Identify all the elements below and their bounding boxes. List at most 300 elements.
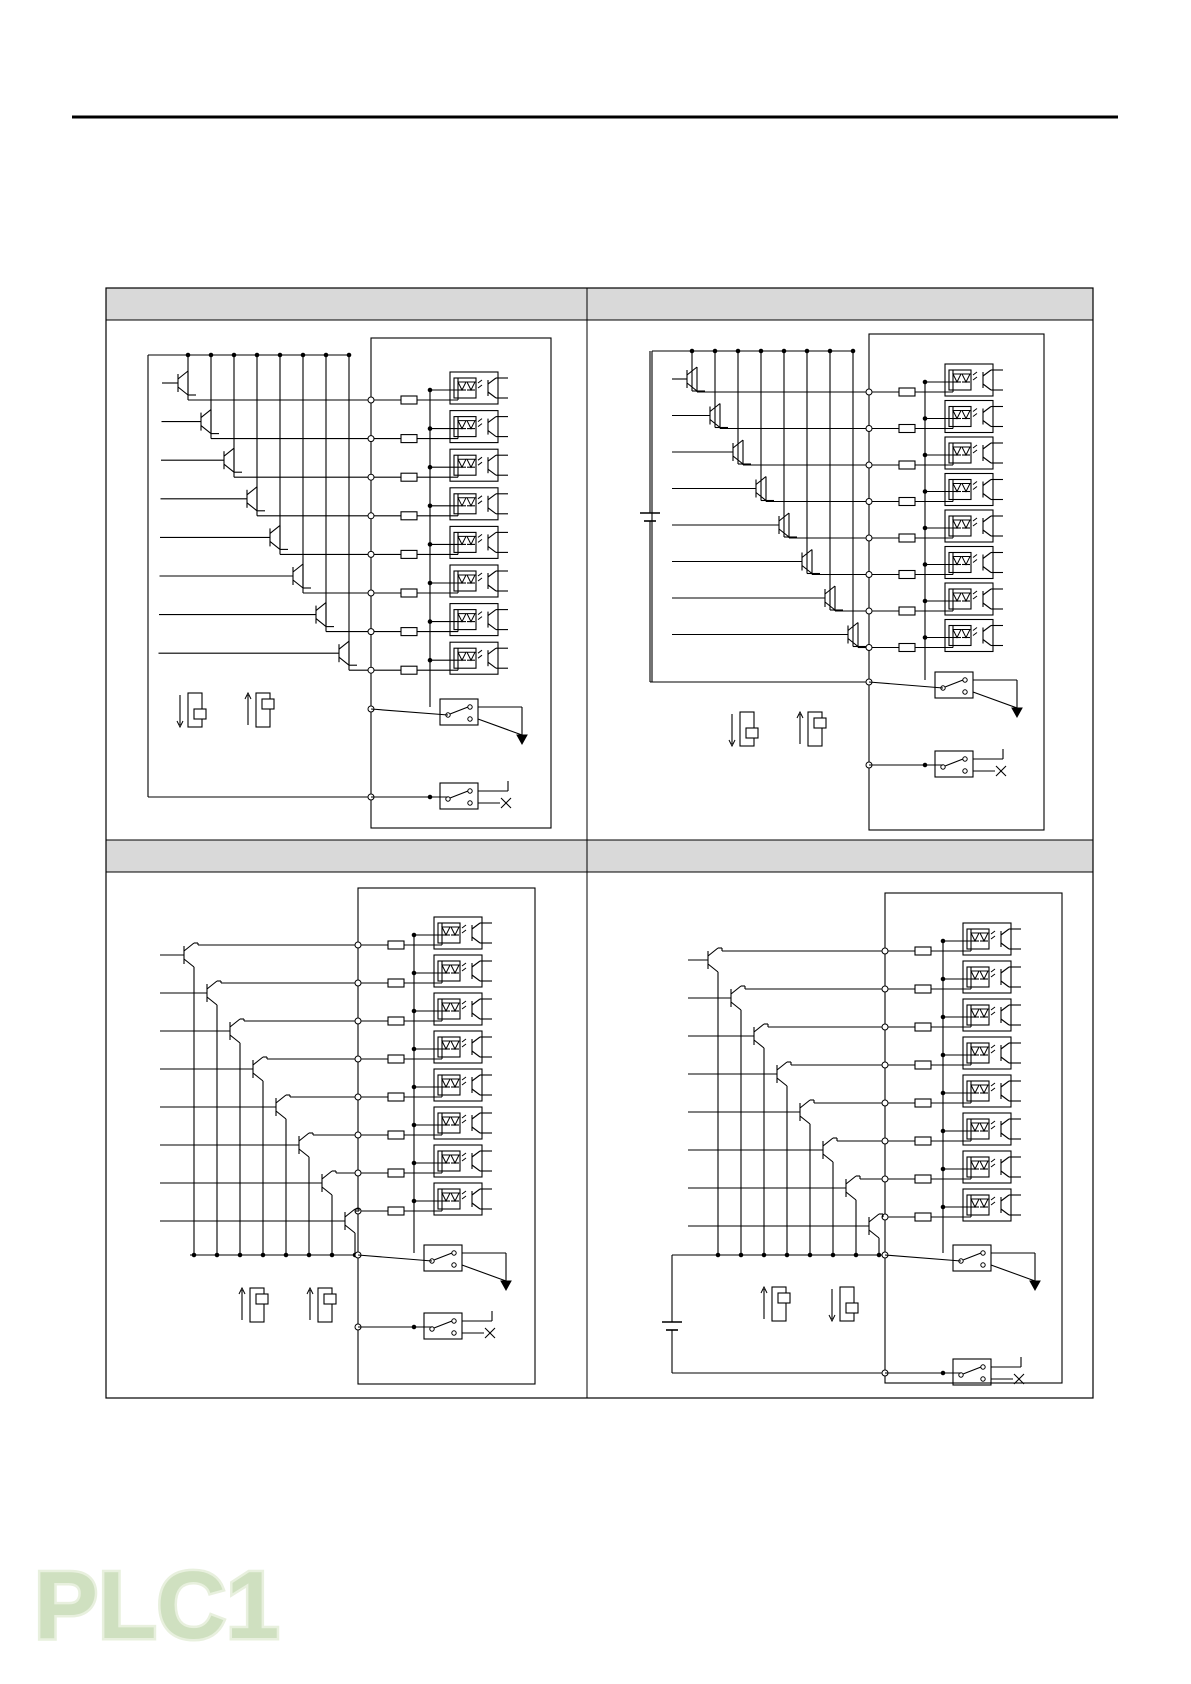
wire: [885, 1255, 961, 1261]
phototransistor-emitter: [488, 585, 496, 591]
input-resistor: [388, 979, 404, 987]
switch-contact: [963, 690, 967, 694]
phototransistor-collector: [1001, 1043, 1009, 1049]
diode-symbol: [458, 459, 466, 467]
diode-symbol: [962, 447, 970, 455]
light-arrow-symbol: [462, 963, 466, 971]
light-arrow-symbol: [462, 925, 466, 933]
phototransistor-collector: [488, 571, 496, 577]
diode-symbol: [458, 614, 466, 622]
transistor-emitter: [777, 1078, 787, 1086]
transistor-emitter: [846, 1192, 856, 1200]
opto-inner-box: [967, 1157, 989, 1177]
slide-switch-knob-icon: [256, 1294, 268, 1304]
switch-blade: [450, 707, 468, 714]
phototransistor-collector: [1001, 1157, 1009, 1163]
diode-symbol: [953, 374, 961, 382]
terminal-circle: [866, 608, 872, 614]
diode-symbol: [953, 520, 961, 528]
transistor-collector: [247, 487, 257, 495]
opto-inner-box: [438, 961, 460, 981]
light-arrow-symbol: [973, 628, 977, 636]
transistor-collector: [316, 603, 326, 611]
optocoupler-block: [945, 510, 993, 542]
transistor-emitter: [299, 1149, 309, 1157]
slide-switch-body-icon: [250, 1288, 264, 1322]
diode-symbol: [980, 1047, 988, 1055]
switch-contact: [981, 1365, 985, 1369]
slide-switch-knob-icon: [778, 1293, 790, 1303]
phototransistor-emitter: [983, 494, 991, 500]
diode-symbol: [467, 459, 475, 467]
transistor-emitter: [708, 964, 718, 972]
opto-inner-box: [949, 553, 971, 573]
phototransistor-collector: [472, 1075, 480, 1081]
diode-symbol: [971, 1123, 979, 1131]
phototransistor-emitter: [472, 1013, 480, 1019]
transistor-emitter: [345, 1225, 355, 1233]
terminal-circle: [355, 1056, 361, 1062]
light-arrow-symbol: [991, 931, 995, 939]
diode-symbol: [451, 1193, 459, 1201]
phototransistor-emitter: [472, 1051, 480, 1057]
terminal-circle: [368, 551, 374, 557]
optocoupler-block: [945, 547, 993, 579]
input-resistor: [899, 571, 915, 579]
junction-dot: [428, 795, 432, 799]
diode-symbol: [953, 557, 961, 565]
transistor-collector: [846, 1176, 856, 1184]
input-resistor: [899, 461, 915, 469]
diode-symbol: [451, 927, 459, 935]
switch-blade: [963, 1367, 981, 1374]
transistor-emitter: [800, 1116, 810, 1124]
terminal-circle: [866, 426, 872, 432]
input-resistor: [915, 1213, 931, 1221]
transistor-emitter: [230, 1035, 240, 1043]
optocoupler-block: [963, 961, 1011, 993]
transistor-collector: [270, 525, 280, 533]
transistor-emitter: [207, 997, 217, 1005]
input-resistor: [388, 1017, 404, 1025]
optocoupler-block: [945, 437, 993, 469]
terminal-circle: [866, 499, 872, 505]
slide-switch-body-icon: [808, 712, 822, 746]
opto-inner-box: [454, 455, 476, 475]
phototransistor-collector: [1001, 1195, 1009, 1201]
transistor-emitter: [731, 1002, 741, 1010]
transistor-emitter: [253, 1073, 263, 1081]
terminal-circle: [355, 942, 361, 948]
phototransistor-collector: [472, 961, 480, 967]
phototransistor-collector: [1001, 967, 1009, 973]
slide-switch-body-icon: [256, 693, 270, 727]
diode-symbol: [442, 1003, 450, 1011]
light-arrow-symbol: [991, 969, 995, 977]
diode-symbol: [442, 1041, 450, 1049]
light-arrow-symbol: [973, 372, 977, 380]
light-arrow-symbol: [973, 409, 977, 417]
input-resistor: [401, 396, 417, 404]
transistor-emitter: [178, 387, 188, 395]
input-resistor: [401, 666, 417, 674]
phototransistor-collector: [488, 378, 496, 384]
phototransistor-collector: [472, 999, 480, 1005]
diode-symbol: [980, 1123, 988, 1131]
diode-symbol: [971, 1009, 979, 1017]
phototransistor-emitter: [488, 546, 496, 552]
terminal-circle: [866, 645, 872, 651]
transistor-collector: [823, 1138, 833, 1146]
opto-inner-box: [949, 370, 971, 390]
diode-symbol: [962, 630, 970, 638]
phototransistor-emitter: [488, 392, 496, 398]
transistor-collector: [708, 948, 718, 956]
terminal-circle: [355, 1132, 361, 1138]
wire: [478, 719, 522, 735]
transistor-collector: [224, 448, 234, 456]
opto-inner-box: [967, 1043, 989, 1063]
opto-inner-box: [454, 610, 476, 630]
slide-switch-knob-icon: [814, 718, 826, 728]
phototransistor-collector: [983, 480, 991, 486]
switch-blade: [963, 1253, 981, 1260]
diode-symbol: [971, 971, 979, 979]
switch-contact: [468, 717, 472, 721]
terminal-circle: [882, 948, 888, 954]
module-enclosure: [358, 888, 535, 1384]
optocoupler-block: [434, 1145, 482, 1177]
optocoupler-block: [450, 604, 498, 636]
light-arrow-symbol: [991, 1045, 995, 1053]
phototransistor-collector: [1001, 1005, 1009, 1011]
diode-symbol: [458, 498, 466, 506]
header-cell-bottom-left: [106, 840, 587, 872]
relay-switch-box: [440, 699, 478, 725]
optocoupler-block: [963, 1151, 1011, 1183]
terminal-circle: [368, 397, 374, 403]
terminal-circle: [355, 1018, 361, 1024]
opto-inner-box: [967, 1005, 989, 1025]
switch-contact: [452, 1263, 456, 1267]
phototransistor-emitter: [472, 975, 480, 981]
terminal-circle: [866, 572, 872, 578]
phototransistor-emitter: [1001, 981, 1009, 987]
phototransistor-collector: [983, 443, 991, 449]
diode-symbol: [467, 652, 475, 660]
phototransistor-collector: [983, 516, 991, 522]
opto-inner-box: [438, 999, 460, 1019]
phototransistor-emitter: [488, 469, 496, 475]
wire: [991, 1265, 1035, 1281]
diode-symbol: [442, 965, 450, 973]
transistor-collector: [322, 1171, 332, 1179]
phototransistor-emitter: [983, 457, 991, 463]
diode-symbol: [980, 1085, 988, 1093]
wiring-diagram-top-left: [148, 338, 551, 828]
wiring-diagram-top-right: [640, 334, 1044, 830]
diode-symbol: [451, 1117, 459, 1125]
optocoupler-block: [963, 999, 1011, 1031]
wiring-diagram-bottom-right: [662, 893, 1062, 1385]
diode-symbol: [980, 1199, 988, 1207]
diode-symbol: [458, 382, 466, 390]
opto-inner-box: [438, 1037, 460, 1057]
input-resistor: [388, 1055, 404, 1063]
optocoupler-block: [434, 1031, 482, 1063]
optocoupler-block: [450, 411, 498, 443]
wiring-diagram-bottom-left: [160, 888, 535, 1384]
phototransistor-collector: [488, 455, 496, 461]
diode-symbol: [962, 593, 970, 601]
switch-contact: [963, 678, 967, 682]
opto-inner-box: [454, 648, 476, 668]
slide-switch-knob-icon: [846, 1303, 858, 1313]
optocoupler-block: [450, 565, 498, 597]
transistor-collector: [201, 410, 211, 418]
diode-symbol: [953, 484, 961, 492]
optocoupler-block: [963, 1075, 1011, 1107]
phototransistor-collector: [472, 923, 480, 929]
diode-symbol: [971, 933, 979, 941]
input-resistor: [899, 644, 915, 652]
wire: [358, 1255, 432, 1261]
phototransistor-emitter: [1001, 943, 1009, 949]
terminal-circle: [882, 986, 888, 992]
light-arrow-symbol: [478, 419, 482, 427]
wire: [973, 692, 1017, 708]
input-resistor: [401, 550, 417, 558]
diode-symbol: [451, 1003, 459, 1011]
optocoupler-block: [945, 401, 993, 433]
transistor-collector: [345, 1209, 355, 1217]
transistor-collector: [253, 1057, 263, 1065]
opto-inner-box: [438, 1113, 460, 1133]
optocoupler-block: [450, 449, 498, 481]
transistor-collector: [276, 1095, 286, 1103]
diode-symbol: [962, 374, 970, 382]
watermark-text: PLC1: [34, 1552, 280, 1659]
optocoupler-block: [963, 1113, 1011, 1145]
switch-contact: [963, 769, 967, 773]
phototransistor-emitter: [983, 603, 991, 609]
header-cell-bottom-right: [587, 840, 1093, 872]
header-cell-top-right: [587, 288, 1093, 320]
input-resistor: [899, 534, 915, 542]
light-arrow-symbol: [462, 1153, 466, 1161]
transistor-emitter: [823, 1154, 833, 1162]
opto-inner-box: [949, 626, 971, 646]
phototransistor-collector: [983, 626, 991, 632]
input-resistor: [388, 1169, 404, 1177]
switch-blade: [450, 791, 468, 798]
diode-symbol: [467, 575, 475, 583]
diode-symbol: [980, 933, 988, 941]
switch-contact: [963, 757, 967, 761]
input-resistor: [915, 1175, 931, 1183]
phototransistor-collector: [983, 589, 991, 595]
optocoupler-block: [963, 1037, 1011, 1069]
ground-arrow-icon: [501, 1281, 511, 1290]
optocoupler-block: [450, 526, 498, 558]
diode-symbol: [467, 536, 475, 544]
input-resistor: [899, 388, 915, 396]
phototransistor-emitter: [1001, 1095, 1009, 1101]
transistor-emitter: [184, 959, 194, 967]
input-resistor: [401, 512, 417, 520]
slide-switch-knob-icon: [324, 1294, 336, 1304]
transistor-emitter: [322, 1187, 332, 1195]
diode-symbol: [953, 593, 961, 601]
opto-inner-box: [949, 516, 971, 536]
phototransistor-emitter: [983, 421, 991, 427]
terminal-circle: [882, 1138, 888, 1144]
terminal-circle: [866, 462, 872, 468]
light-arrow-symbol: [973, 518, 977, 526]
light-arrow-symbol: [991, 1121, 995, 1129]
opto-inner-box: [949, 480, 971, 500]
phototransistor-emitter: [472, 937, 480, 943]
phototransistor-collector: [488, 610, 496, 616]
phototransistor-emitter: [472, 1203, 480, 1209]
switch-contact: [452, 1319, 456, 1323]
light-arrow-symbol: [478, 573, 482, 581]
phototransistor-collector: [488, 648, 496, 654]
light-arrow-symbol: [462, 1077, 466, 1085]
diode-symbol: [451, 1079, 459, 1087]
transistor-emitter: [270, 541, 280, 549]
phototransistor-collector: [472, 1189, 480, 1195]
relay-switch-box: [935, 751, 973, 777]
phototransistor-collector: [472, 1151, 480, 1157]
terminal-circle: [368, 590, 374, 596]
diode-symbol: [467, 498, 475, 506]
optocoupler-block: [945, 583, 993, 615]
input-resistor: [401, 628, 417, 636]
slide-switch-body-icon: [318, 1288, 332, 1322]
wire: [869, 682, 943, 688]
phototransistor-emitter: [983, 640, 991, 646]
phototransistor-collector: [1001, 1119, 1009, 1125]
transistor-emitter: [201, 426, 211, 434]
input-resistor: [915, 985, 931, 993]
diode-symbol: [458, 575, 466, 583]
terminal-circle: [355, 1094, 361, 1100]
diode-symbol: [953, 411, 961, 419]
input-resistor: [899, 498, 915, 506]
light-arrow-symbol: [478, 457, 482, 465]
light-arrow-symbol: [991, 1197, 995, 1205]
opto-inner-box: [949, 589, 971, 609]
relay-switch-box: [424, 1313, 462, 1339]
diode-symbol: [442, 1117, 450, 1125]
switch-contact: [452, 1251, 456, 1255]
light-arrow-symbol: [478, 380, 482, 388]
relay-switch-box: [935, 672, 973, 698]
optocoupler-block: [434, 993, 482, 1025]
relay-switch-box: [424, 1245, 462, 1271]
junction-dot: [941, 1371, 945, 1375]
transistor-emitter: [316, 619, 326, 627]
terminal-circle: [882, 1062, 888, 1068]
diode-symbol: [980, 1009, 988, 1017]
transistor-collector: [299, 1133, 309, 1141]
relay-switch-box: [953, 1245, 991, 1271]
diode-symbol: [467, 614, 475, 622]
diode-symbol: [458, 536, 466, 544]
terminal-circle: [368, 436, 374, 442]
opto-inner-box: [438, 1189, 460, 1209]
light-arrow-symbol: [478, 612, 482, 620]
optocoupler-block: [963, 923, 1011, 955]
opto-inner-box: [967, 967, 989, 987]
input-resistor: [388, 941, 404, 949]
opto-inner-box: [967, 1119, 989, 1139]
opto-inner-box: [967, 929, 989, 949]
terminal-circle: [368, 629, 374, 635]
diode-symbol: [962, 484, 970, 492]
diode-symbol: [953, 447, 961, 455]
optocoupler-block: [450, 642, 498, 674]
optocoupler-block: [434, 955, 482, 987]
light-arrow-symbol: [462, 1039, 466, 1047]
phototransistor-collector: [1001, 929, 1009, 935]
phototransistor-emitter: [488, 431, 496, 437]
phototransistor-emitter: [488, 662, 496, 668]
light-arrow-symbol: [462, 1001, 466, 1009]
transistor-collector: [731, 986, 741, 994]
optocoupler-block: [450, 488, 498, 520]
optocoupler-block: [434, 917, 482, 949]
diode-symbol: [442, 1079, 450, 1087]
light-arrow-symbol: [973, 555, 977, 563]
diode-symbol: [962, 411, 970, 419]
transistor-collector: [293, 564, 303, 572]
opto-inner-box: [967, 1081, 989, 1101]
switch-contact: [981, 1251, 985, 1255]
phototransistor-emitter: [1001, 1133, 1009, 1139]
optocoupler-block: [434, 1069, 482, 1101]
transistor-collector: [339, 641, 349, 649]
diode-symbol: [442, 1155, 450, 1163]
phototransistor-emitter: [488, 508, 496, 514]
phototransistor-emitter: [1001, 1171, 1009, 1177]
diode-symbol: [971, 1199, 979, 1207]
terminal-circle: [882, 1176, 888, 1182]
light-arrow-symbol: [478, 496, 482, 504]
input-resistor: [915, 1099, 931, 1107]
opto-inner-box: [454, 417, 476, 437]
phototransistor-collector: [488, 532, 496, 538]
diode-symbol: [442, 1193, 450, 1201]
opto-inner-box: [438, 1075, 460, 1095]
light-arrow-symbol: [462, 1115, 466, 1123]
terminal-circle: [882, 1100, 888, 1106]
input-resistor: [401, 435, 417, 443]
switch-contact: [981, 1377, 985, 1381]
opto-inner-box: [438, 1151, 460, 1171]
slide-switch-knob-icon: [194, 709, 206, 719]
transistor-collector: [869, 1214, 879, 1222]
diode-symbol: [980, 971, 988, 979]
phototransistor-emitter: [472, 1165, 480, 1171]
transistor-collector: [184, 943, 194, 951]
phototransistor-collector: [488, 494, 496, 500]
opto-inner-box: [454, 378, 476, 398]
opto-inner-box: [454, 532, 476, 552]
input-resistor: [915, 1061, 931, 1069]
input-resistor: [401, 473, 417, 481]
